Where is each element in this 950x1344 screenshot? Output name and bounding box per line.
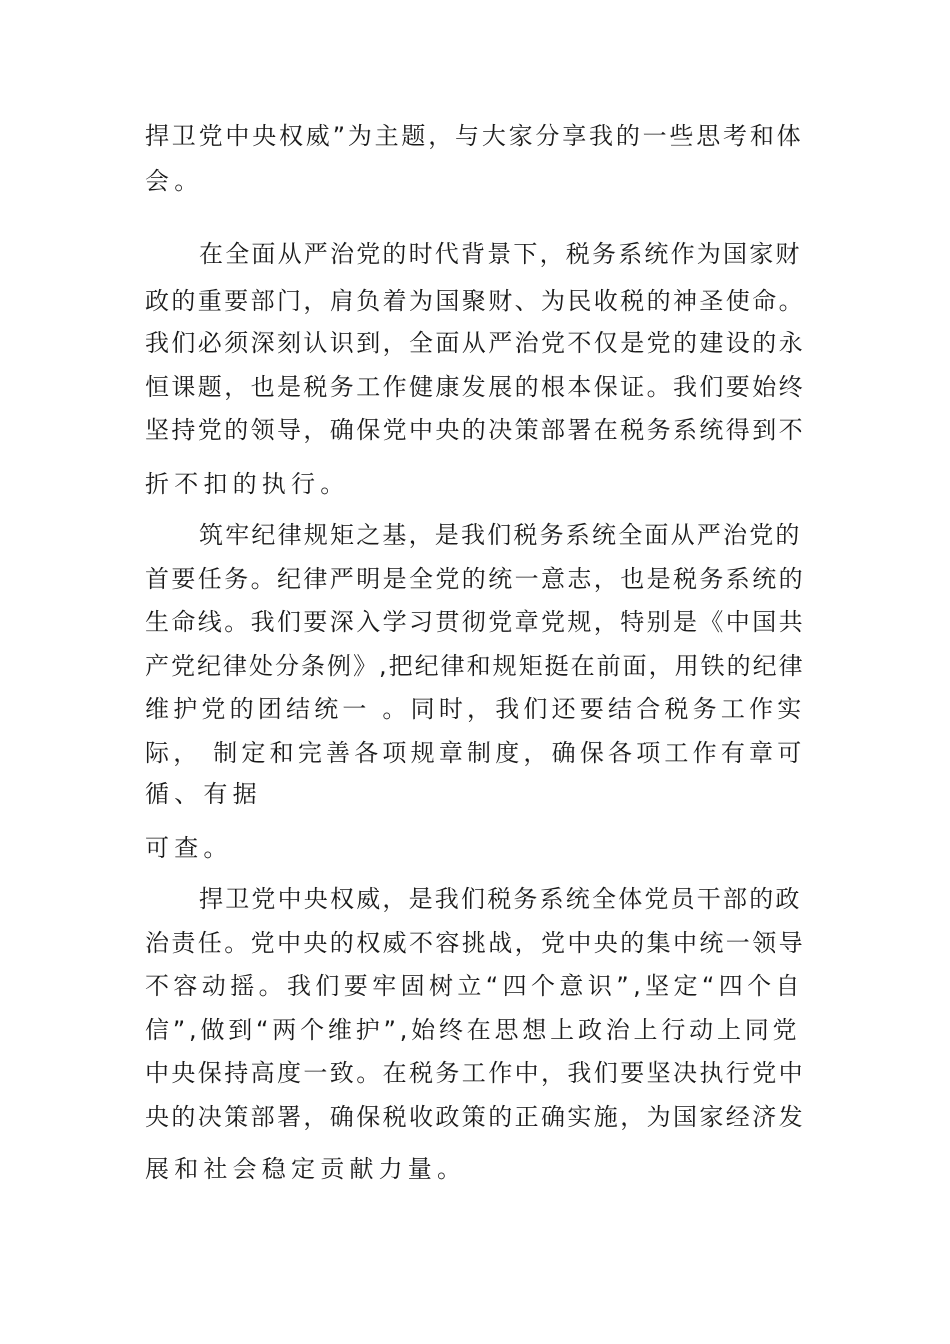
- text-line: 维护党的团结统一 。同时，我们还要结合税务工作实: [145, 695, 806, 723]
- paragraph-start-line: 在全面从严治党的时代背景下，税务系统作为国家财: [199, 240, 802, 268]
- text-line: 会。: [145, 167, 204, 195]
- text-line: 产党纪律处分条例》,把纪律和规矩挺在前面，用铁的纪律: [145, 652, 805, 680]
- text-line: 恒课题，也是税务工作健康发展的根本保证。我们要始终: [145, 373, 805, 401]
- text-line: 政的重要部门，肩负着为国聚财、为民收税的神圣使命。: [145, 287, 805, 315]
- paragraph-start-line: 捍卫党中央权威，是我们税务系统全体党员干部的政: [199, 885, 802, 913]
- text-line: 生命线。我们要深入学习贯彻党章党规，特别是《中国共: [145, 608, 805, 636]
- text-line: 央的决策部署，确保税收政策的正确实施，为国家经济发: [145, 1103, 805, 1131]
- text-line: 折不扣的执行。: [145, 470, 350, 498]
- text-line: 循、有据: [145, 780, 262, 808]
- paragraph-start-line: 筑牢纪律规矩之基，是我们税务系统全面从严治党的: [199, 521, 802, 549]
- text-line: 坚持党的领导，确保党中央的决策部署在税务系统得到不: [145, 416, 805, 444]
- text-line: 际， 制定和完善各项规章制度，确保各项工作有章可: [145, 739, 806, 767]
- text-line: 我们必须深刻认识到，全面从严治党不仅是党的建设的永: [145, 329, 805, 357]
- text-line: 信”,做到“两个维护”,始终在思想上政治上行动上同党: [145, 1016, 801, 1044]
- text-line: 中央保持高度一致。在税务工作中，我们要坚决执行党中: [145, 1059, 805, 1087]
- text-line: 治责任。党中央的权威不容挑战，党中央的集中统一领导: [145, 929, 805, 957]
- text-line: 捍卫党中央权威”为主题，与大家分享我的一些思考和体: [145, 122, 804, 150]
- text-line: 展和社会稳定贡献力量。: [145, 1155, 467, 1183]
- text-line: 首要任务。纪律严明是全党的统一意志，也是税务系统的: [145, 565, 805, 593]
- text-line: 可查。: [145, 834, 233, 862]
- text-line: 不容动摇。我们要牢固树立“四个意识”,坚定“四个自: [145, 972, 804, 1000]
